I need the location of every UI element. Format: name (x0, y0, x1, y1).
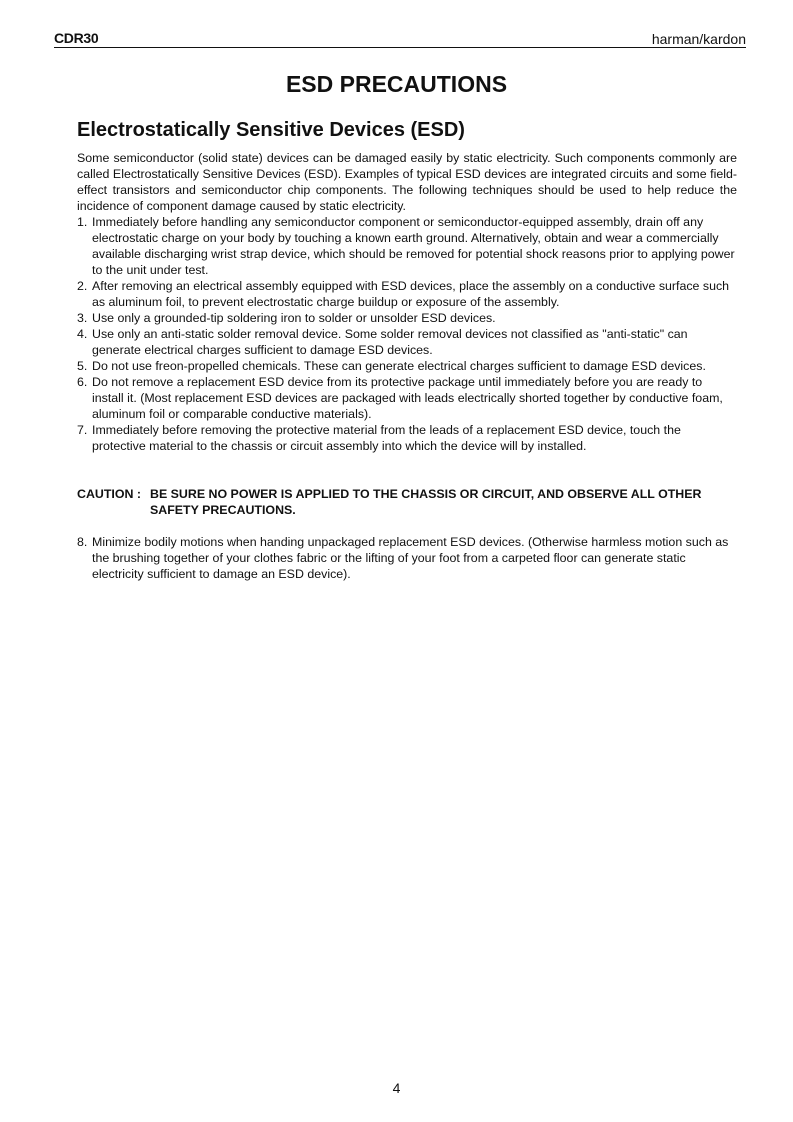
list-item (77, 310, 737, 326)
item-text: Use only an anti-static solder removal device. Some solder removal devices not classified as "anti-static" can generate electrical charges sufficient to damage ESD devices. (92, 327, 688, 357)
item-text: Immediately before removing the protective material from the leads of a replacement ESD device, touch the protective material to the chassis or circuit assembly into which the device will by installed. (92, 423, 681, 453)
item-text: Do not use freon-propelled chemicals. These can generate electrical charges sufficient to damage ESD devices. (92, 359, 706, 373)
caution-note (77, 486, 737, 518)
list-item (77, 278, 737, 310)
item-number: 8. (77, 535, 88, 549)
page-title: ESD PRECAUTIONS (285, 71, 508, 97)
item-number: 5. (77, 359, 88, 373)
page-number: 4 (392, 1080, 401, 1096)
precautions-list-continued (77, 534, 737, 582)
list-item (77, 374, 737, 422)
brand-name: harman/kardon (651, 31, 746, 47)
item-number: 6. (77, 375, 88, 389)
item-text: After removing an electrical assembly equipped with ESD devices, place the assembly on a conductive surface such as aluminum foil, to prevent electrostatic charge buildup or exposure of the assembly. (92, 279, 730, 309)
caution-label: CAUTION : (77, 487, 142, 501)
list-item (77, 534, 737, 582)
item-number: 2. (77, 279, 88, 293)
item-number: 4. (77, 327, 88, 341)
precautions-list (77, 214, 737, 454)
section-heading: Electrostatically Sensitive Devices (ESD) (77, 119, 465, 141)
caution-text: BE SURE NO POWER IS APPLIED TO THE CHASSIS OR CIRCUIT, AND OBSERVE ALL OTHER SAFETY PRECAUTIONS. (150, 487, 702, 517)
list-item (77, 326, 737, 358)
item-number: 1. (77, 215, 88, 229)
item-text: Do not remove a replacement ESD device from its protective package until immediately before you are ready to install it. (Most replacement ESD devices are packaged with leads electrically shorted together by conductive foam, aluminum foil or comparable conductive materials). (92, 375, 723, 421)
list-item (77, 214, 737, 278)
item-text: Immediately before handling any semiconductor component or semiconductor-equipped assembly, drain off any electrostatic charge on your body by touching a known earth ground. Alternatively, obtain and wear a commercially available discharging wrist strap device, which should be removed for potential shock reasons prior to applying power to the unit under test. (92, 215, 735, 277)
intro-paragraph: Some semiconductor (solid state) devices can be damaged easily by static electricity. Such components commonly are called Electrostatically Sensitive Devices (ESD). Examples of typical ESD devices are integrated circuits and some field-effect transistors and semiconductor chip components. The following techniques should be used to help reduce the incidence of component damage caused by static electricity. (77, 151, 737, 213)
page-header (54, 30, 746, 48)
item-text: Minimize bodily motions when handing unpackaged replacement ESD devices. (Otherwise harmless motion such as the brushing together of your clothes fabric or the lifting of your foot from a carpeted floor can generate static electricity sufficient to damage an ESD device). (92, 535, 729, 581)
item-number: 7. (77, 423, 88, 437)
list-item (77, 358, 737, 374)
model-name: CDR30 (54, 30, 99, 46)
item-text: Use only a grounded-tip soldering iron to solder or unsolder ESD devices. (92, 311, 496, 325)
list-item (77, 422, 737, 454)
item-number: 3. (77, 311, 88, 325)
